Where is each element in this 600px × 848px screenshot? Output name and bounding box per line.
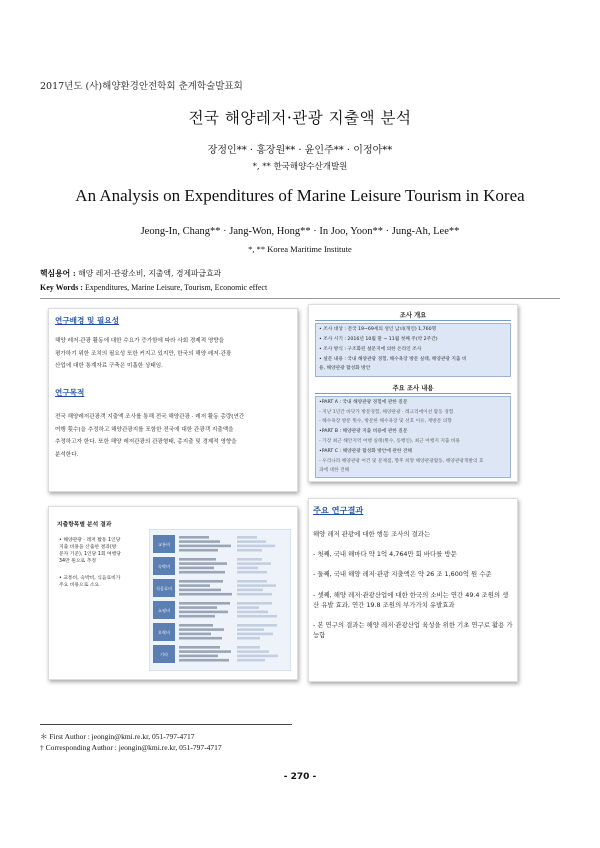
keywords-english-text: Expenditures, Marine Leisure, Tourism, Economic effect	[84, 283, 268, 292]
purpose-text	[55, 411, 293, 461]
background-purpose-panel	[48, 308, 298, 492]
chart-heading: 지출항목별 분석 결과	[57, 522, 112, 528]
purpose-line: 전국 해양레저관광객 지출액 조사를 통해 전국 해양관광 · 레저 활동 총량(연간	[55, 414, 245, 420]
background-heading: 연구배경 및 필요성	[55, 316, 119, 325]
authors-korean: 장정인** · 홍장원** · 윤인주** · 이정아**	[207, 145, 393, 156]
survey-overview-box	[315, 323, 511, 377]
figure-row-value	[237, 637, 260, 640]
figure-group-label: 식음료비	[155, 586, 173, 591]
figure-row-label	[179, 545, 231, 548]
figure-row-label	[179, 650, 231, 653]
figure-row-value	[237, 558, 262, 561]
figure-row-label	[179, 558, 216, 561]
figure-row-label	[179, 589, 221, 592]
survey-overview-line: • 조사 시기 : 2016년 10월 말 ~ 11월 첫째 주(약 2주간)	[319, 337, 438, 342]
affiliation-korean: *, ** 한국해양수산개발원	[252, 162, 348, 172]
figure-row-value	[237, 606, 259, 609]
figure-row-label	[179, 611, 228, 614]
figure-group-label: 교통비	[157, 542, 171, 547]
affiliation-english: *, ** Korea Maritime Institute	[248, 244, 352, 254]
background-line: 해양 레저·관광 활동에 대한 수요가 증가함에 따라 사회 경제적 영향을	[55, 338, 225, 344]
figure-row-value	[237, 545, 275, 548]
figure-row-value	[237, 562, 271, 565]
figure-row-label	[179, 633, 211, 636]
figure-row-label	[179, 646, 220, 649]
purpose-heading: 연구목적	[55, 388, 85, 397]
figure-group-label: 쇼핑비	[157, 608, 171, 613]
page-number: - 270 -	[283, 772, 317, 782]
footnote-rule	[40, 724, 292, 725]
keywords-korean-text: 해양 레저·관광소비, 지출액, 경제파급효과	[78, 269, 222, 278]
results-item: - 셋째, 해양 레저·관광산업에 대한 한국의 소비는 연간 49.4 조원의 생산 유발 효과, 연간 19.8 조원의 부가가치 유발효과	[313, 591, 509, 609]
results-item: - 첫째, 국내 해마다 약 1억 4,764만 회 바다를 방문	[313, 550, 457, 558]
survey-overview-line: • 조사 방식 : 구조화된 설문지에 의한 온라인 조사	[319, 347, 422, 352]
figure-row-label	[179, 580, 223, 583]
survey-panel	[308, 304, 518, 482]
keywords-korean	[40, 268, 221, 279]
survey-overview-line: • 조사 대상 : 전국 19~69세의 성인 남녀(개인) 1,760명	[319, 327, 437, 332]
results-item: - 둘째, 국내 해양 레저·관광 지출액은 약 26 조 1,600억 원 수준	[313, 570, 492, 578]
figure-row-label	[179, 584, 210, 587]
figure-row-value	[237, 655, 278, 658]
survey-overview-line: • 설문 내용 : 국내 해양관광 경험, 해수욕장 방문 실태, 해양관광 지출 비	[319, 357, 467, 362]
conference-header: 2017년도 (사)해양환경안전학회 춘계학술발표회	[40, 81, 243, 92]
figure-group-label: 오락비	[157, 630, 171, 635]
results-heading: 주요 연구결과	[313, 505, 364, 515]
survey-part-a-detail: - 해수욕장 방문 횟수, 방문한 해수욕장 및 선호 이유, 재방문 의향	[319, 419, 452, 424]
survey-part-a: •PART A : 국내 해양관광 경험에 관한 질문	[319, 400, 408, 405]
keywords-english	[40, 283, 267, 292]
figure-row-label	[179, 536, 209, 539]
figure-row-value	[237, 633, 273, 636]
figure-row-value	[237, 624, 277, 627]
background-line: 평가하기 위한 조치의 필요성 또한 커지고 있지만, 한국의 해양 레저·관광	[55, 350, 232, 357]
survey-main-box	[315, 396, 511, 478]
survey-overview-title: 조사 개요	[399, 312, 427, 319]
results-panel	[308, 498, 518, 682]
survey-main-rule	[315, 393, 511, 394]
figure-row-value	[237, 584, 276, 587]
purpose-line: 여행 횟수)을 추정하고 해양관광지를 포함한 전국에 대한 관광객 지출액을	[55, 426, 234, 433]
figure-row-value	[237, 615, 277, 618]
expenditure-chart-panel	[48, 506, 298, 680]
figure-row-label	[179, 637, 222, 640]
figure-row-value	[237, 571, 267, 574]
figure-row-label	[179, 593, 232, 596]
chart-note: • 교통비, 숙박비, 식음료비가 주요 비용으로 소요	[59, 576, 121, 588]
keywords-korean-label: 핵심용어 :	[40, 269, 76, 278]
survey-part-b: •PART B : 해양관광 지출 비용에 관한 질문	[319, 429, 408, 434]
figure-row-label	[179, 562, 227, 565]
results-item: - 본 연구의 결과는 해양 레저·관광산업 육성을 위한 기초 연구로 활용 가능함	[313, 621, 513, 639]
survey-part-c-detail: 과에 대한 견해	[319, 468, 350, 473]
figure-row-label	[179, 659, 229, 662]
figure-row-label	[179, 615, 215, 618]
figure-row-value	[237, 650, 269, 653]
paper-title-korean: 전국 해양레저·관광 지출액 분석	[188, 109, 412, 127]
survey-part-c: •PART C : 해양관광 활성화 방안에 관한 견해	[319, 449, 412, 454]
figure-row-value	[237, 589, 263, 592]
purpose-line: 추정하고자 한다. 또한 해양 레저관광의 관광형태, 총지출 및 경제적 영향을	[55, 439, 237, 445]
survey-part-c-detail: - 우리나라 해양관광 여건 및 문제점, 향후 희망 해양관광활동, 해양관광개발의 효	[319, 459, 484, 464]
background-text	[55, 335, 293, 373]
background-line: 산업에 대한 통계자료 구축은 미흡한 상태임.	[55, 363, 163, 369]
survey-overview-rule	[315, 320, 511, 321]
chart-note: • 해양관광 · 레저 활동 1인당 지출 비용을 산출한 결과(방문자 기준), 1인당 1회 여행당 34만 원으로 추정	[59, 538, 121, 564]
results-intro: 해양 레저 관광에 대한 행동 조사의 결과는	[313, 530, 431, 538]
figure-group-label: 기타	[159, 652, 169, 657]
survey-part-b-detail: - 가장 최근 해안지역 여행 실태(횟수, 동행인), 최근 여행지 지출 비용	[319, 439, 460, 444]
figure-row-label	[179, 655, 218, 658]
figure-row-value	[237, 549, 262, 552]
figure-row-label	[179, 540, 220, 543]
figure-row-value	[237, 602, 272, 605]
figure-row-label	[179, 624, 213, 627]
figure-row-value	[237, 580, 267, 583]
figure-row-value	[237, 567, 258, 570]
footnote-first-author: ＊ First Author : jeongin@kmi.re.kr, 051-797-4717	[40, 732, 195, 741]
footnote-corresponding-author: † Corresponding Author : jeongin@kmi.re.kr, 051-797-4717	[40, 743, 222, 752]
survey-overview-line: 용, 해양관광 활성화 방안	[319, 366, 371, 371]
authors-english: Jeong-In, Chang** · Jang-Won, Hong** · In Joo, Yoon** · Jung-Ah, Lee**	[140, 226, 460, 237]
figure-row-value	[237, 593, 272, 596]
keywords-divider	[40, 298, 560, 299]
purpose-line: 분석한다.	[55, 451, 79, 458]
figure-row-label	[179, 567, 214, 570]
figure-row-value	[237, 646, 260, 649]
figure-group-label: 숙박비	[157, 564, 171, 569]
figure-row-value	[237, 536, 257, 539]
figure-row-label	[179, 571, 225, 574]
figure-row-label	[179, 549, 218, 552]
expenditure-table-figure	[149, 529, 291, 671]
figure-row-value	[237, 540, 266, 543]
figure-row-value	[237, 611, 268, 614]
figure-row-value	[237, 628, 264, 631]
figure-row-value	[237, 659, 265, 662]
survey-main-title: 주요 조사 내용	[392, 385, 434, 392]
figure-row-label	[179, 606, 217, 609]
survey-part-a-detail: - 지난 1년간 바닷가 방문경험, 해양관광 · 레크리에이션 활동 경험	[319, 410, 454, 415]
figure-row-label	[179, 602, 230, 605]
keywords-english-label: Key Words :	[40, 283, 83, 292]
figure-row-label	[179, 628, 224, 631]
paper-title-english: An Analysis on Expenditures of Marine Leisure Tourism in Korea	[75, 186, 525, 205]
